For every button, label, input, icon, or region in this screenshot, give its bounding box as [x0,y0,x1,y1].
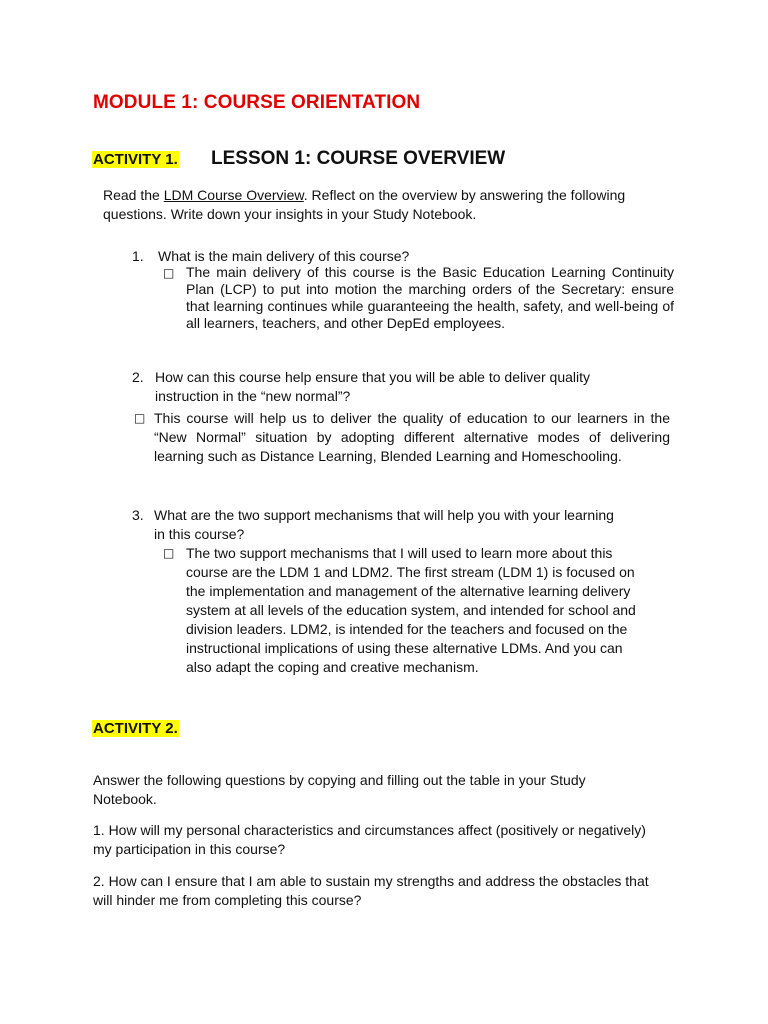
module-title: MODULE 1: COURSE ORIENTATION [93,92,421,113]
question-2-answer: This course will help us to deliver the quality of education to our learners in the “New Normal” situation by adopting different alternative modes of delivering learning such as Distance Learning, Blended Learning and Homeschooling. [154,410,670,464]
activity-1-intro [103,186,689,224]
lesson-title: LESSON 1: COURSE OVERVIEW [211,148,506,169]
q1-checkbox-bullet-icon: □ [163,266,175,280]
q2-checkbox-bullet-icon: □ [134,411,146,425]
activity-2-question-1: 1. How will my personal characteristics and circumstances affect (positively or negatively) my participation in this course? [93,822,646,857]
intro-text-after: . Reflect on the overview by answering the following questions. Write down your insights in your Study Notebook. [103,187,626,222]
q3-checkbox-bullet-icon: □ [163,546,175,560]
question-1-number: 1. [132,248,144,264]
activity-1-label: ACTIVITY 1. [93,151,178,168]
question-2-text: How can this course help ensure that you will be able to deliver quality instruction in the “new normal”? [155,369,591,404]
activity-2-intro: Answer the following questions by copying and filling out the table in your Study Notebook. [93,772,586,807]
ldm-course-overview-link[interactable]: LDM Course Overview [163,187,304,203]
question-3-answer: The two support mechanisms that I will used to learn more about this course are the LDM 1 and LDM2. The first stream (LDM 1) is focused on the implementation and management of the alternative learning delivery system at all levels of the education system, and intended for school and division leaders. LDM2, is intended for the teachers and focused on the instructional implications of using these alternative LDMs. And you can also adapt the coping and creative mechanism. [186,545,636,675]
activity-1-label-wrapper [92,150,179,169]
activity-2-question-2: 2. How can I ensure that I am able to sustain my strengths and address the obstacles that will hinder me from completing this course? [93,873,649,908]
intro-text-before: Read the [103,187,164,203]
question-3-text: What are the two support mechanisms that will help you with your learning in this course? [154,507,614,542]
question-2-number: 2. [132,369,144,385]
activity-2-label-wrapper [92,719,179,738]
question-1-text: What is the main delivery of this course? [158,248,410,264]
question-3-number: 3. [132,507,144,523]
activity-2-label: ACTIVITY 2. [93,720,178,737]
question-1-answer: The main delivery of this course is the Basic Education Learning Continuity Plan (LCP) to put into motion the marching orders of the Secretary: ensure that learning continues while guaranteeing the health, safety, and well-being of all learners, teachers, and other DepEd employees. [186,264,674,331]
